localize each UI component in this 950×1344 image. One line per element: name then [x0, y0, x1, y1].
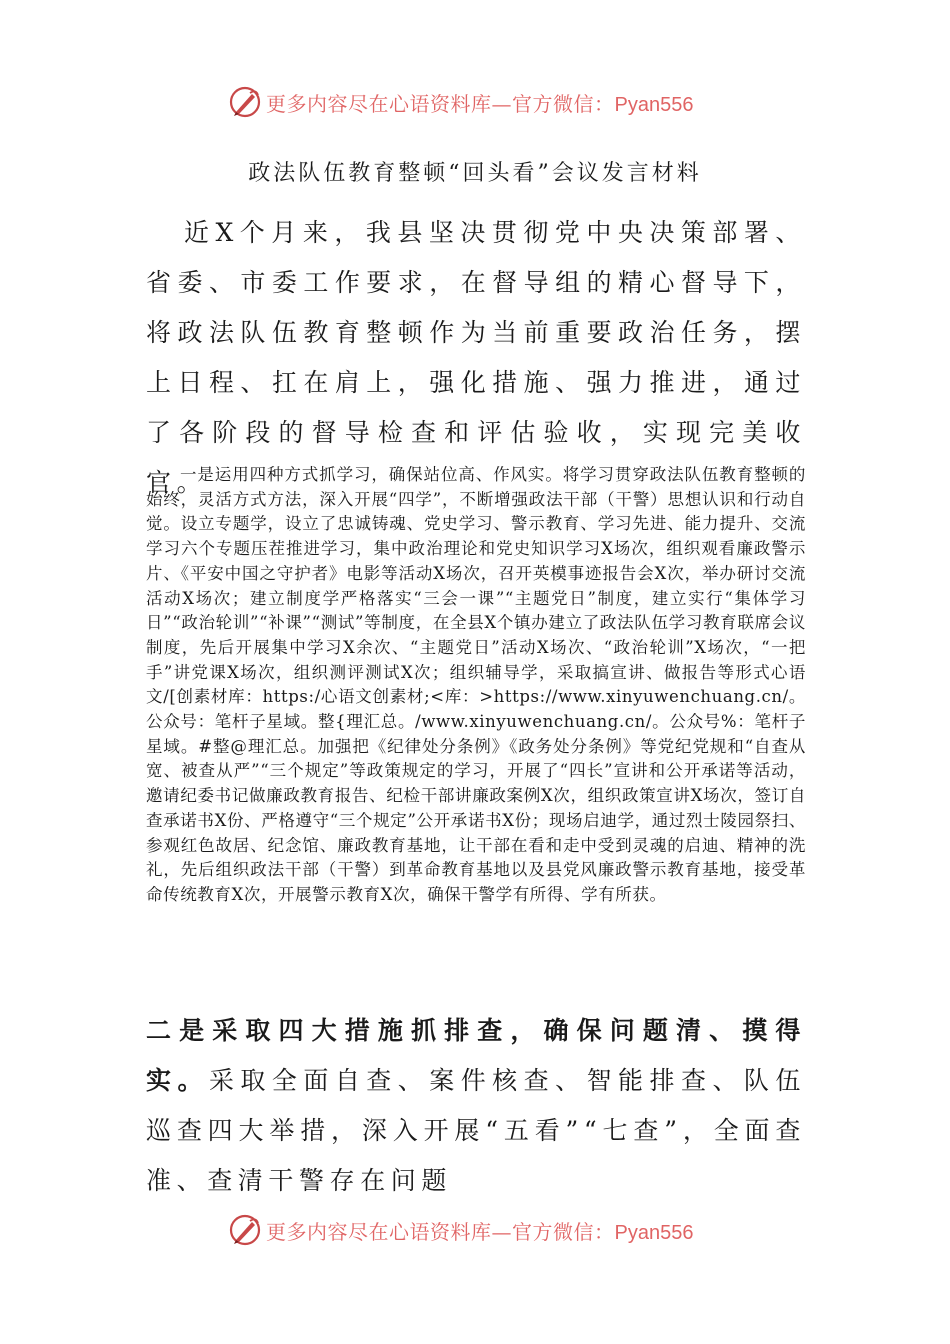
watermark-text: 更多内容尽在心语资料库—官方微信：Pyan556	[266, 91, 694, 116]
watermark-banner-bottom	[228, 1210, 728, 1250]
watermark-text: 更多内容尽在心语资料库—官方微信：Pyan556	[266, 1219, 694, 1244]
section-2-body: 采取全面自查、案件核查、智能排查、队伍巡查四大举措，深入开展“五看”“七查”，全面查准、查清干警存在问题	[146, 1066, 807, 1195]
pen-logo-icon	[228, 85, 262, 119]
intro-paragraph: 近X个月来，我县坚决贯彻党中央决策部署、省委、市委工作要求，在督导组的精心督导下，将政法队伍教育整顿作为当前重要政治任务，摆上日程、扛在肩上，强化措施、强力推进，通过了各阶段的督导检查和评估验收，实现完美收官。	[146, 218, 806, 497]
pen-logo-icon	[228, 1213, 262, 1247]
document-title: 政法队伍教育整顿“回头看”会议发言材料	[248, 161, 702, 186]
section-2-heading: 二是采取四大措施抓排查，确保问题清、摸得实。	[146, 1016, 806, 1095]
watermark-banner-top	[228, 82, 728, 122]
section-1-paragraph: 一是运用四种方式抓学习，确保站位高、作风实。将学习贯穿政法队伍教育整顿的始终，灵活方式方法，深入开展“四学”，不断增强政法干部（干警）思想认识和行动自觉。设立专题学，设立了忠诚铸魂、党史学习、警示教育、学习先进、能力提升、交流学习六个专题压茬推进学习，集中政治理论和党史知识学习X场次，组织观看廉政警示片、《平安中国之守护者》电影等活动X场次，召开英模事迹报告会X次，举办研讨交流活动X场次；建立制度学严格落实“三会一课”“主题党日”制度，建立实行“集体学习日”“政治轮训”“补课”“测试”等制度，在全县X个镇办建立了政法队伍学习教育联席会议制度，先后开展集中学习X余次、“主题党日”活动X场次、“政治轮训”X场次，“一把手”讲党课X场次，组织测评测试X次；组织辅导学，采取搞宣讲、做报告等形式心语文/[创素材库：https:/心语文创素材;<库：>https://www.xinyuwenchuang.cn/。公众号：笔杆子星域。整{理汇总。/www.xinyuwenchuang.cn/。公众号%：笔杆子星域。#整@理汇总。加强把《纪律处分条例》《政务处分条例》等党纪党规和“自查从宽、被查从严”“三个规定”等政策规定的学习，开展了“四长”宣讲和公开承诺等活动，邀请纪委书记做廉政教育报告、纪检干部讲廉政案例X次，组织政策宣讲X场次，签订自查承诺书X份、严格遵守“三个规定”公开承诺书X份；现场启迪学，通过烈士陵园祭扫、参观红色故居、纪念馆、廉政教育基地，让干部在看和走中受到灵魂的启迪、精神的洗礼，先后组织政法干部（干警）到革命教育基地以及县党风廉政警示教育基地，接受革命传统教育X次，开展警示教育X次，确保干警学有所得、学有所获。	[146, 465, 806, 904]
section-2-paragraph	[146, 1006, 806, 1206]
